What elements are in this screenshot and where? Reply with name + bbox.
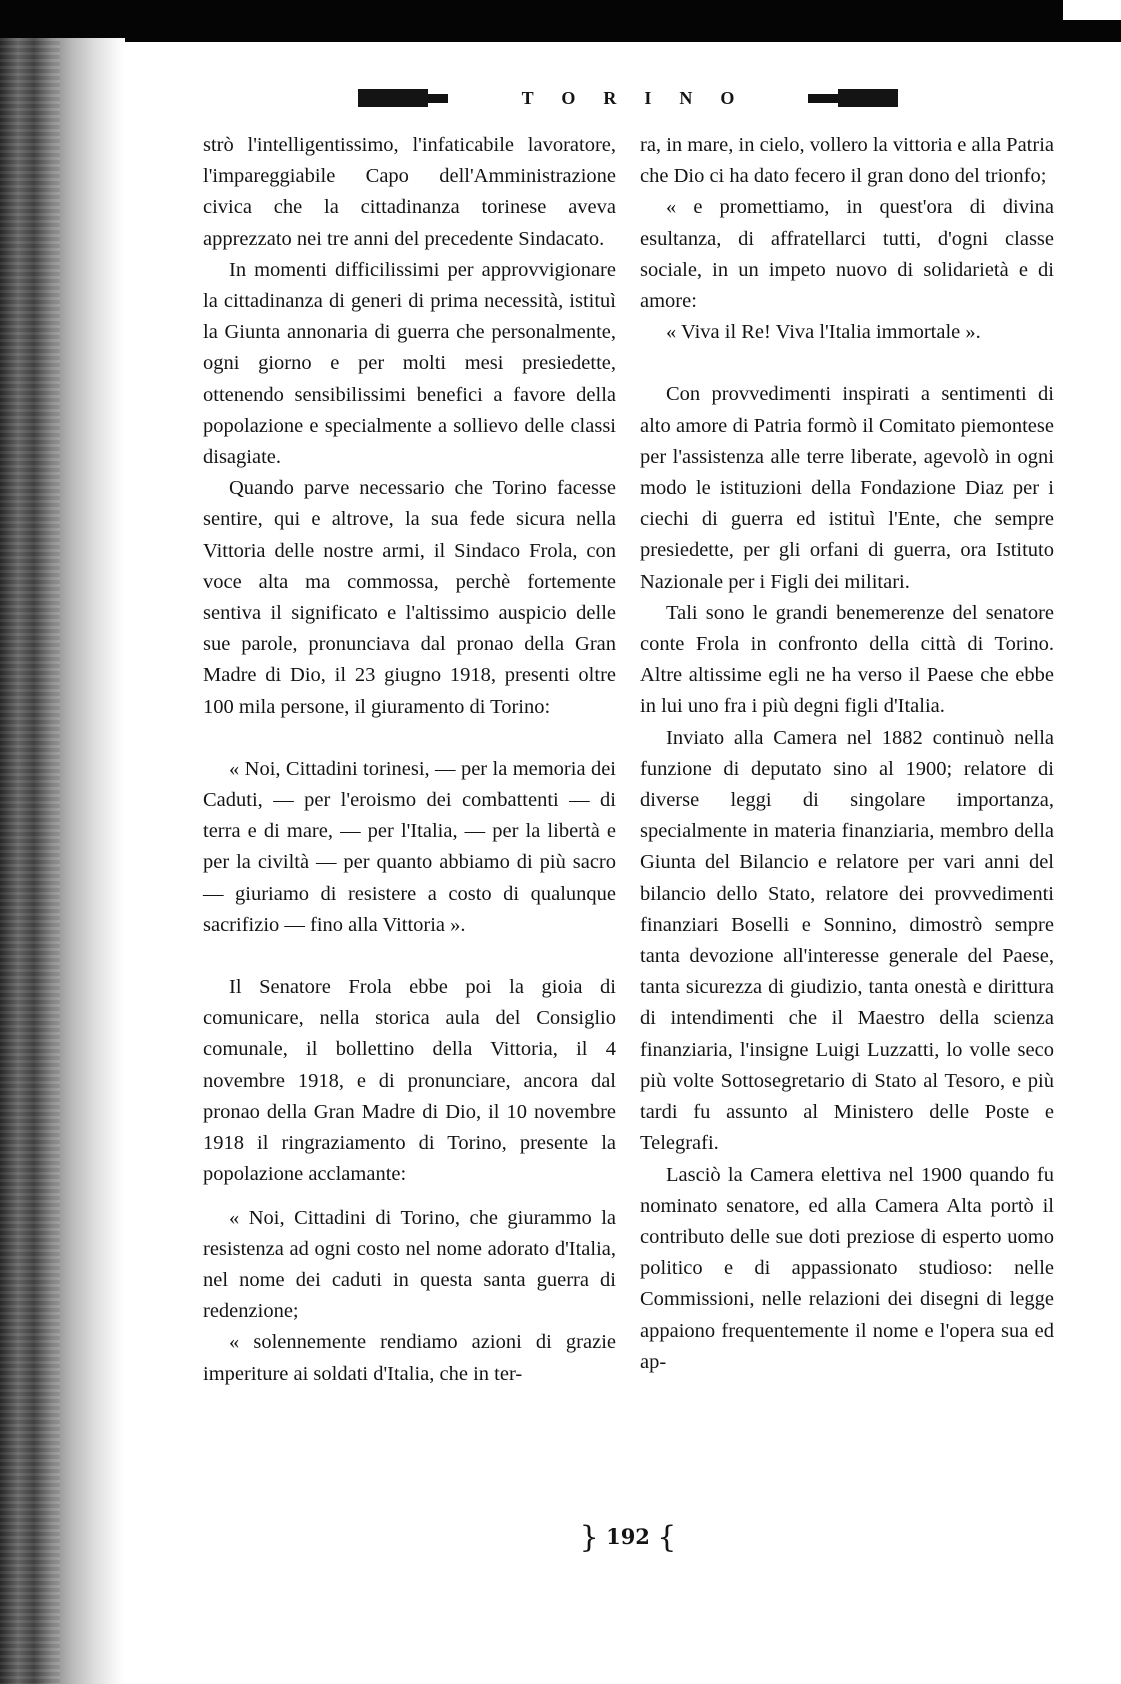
page-number — [578, 1520, 678, 1554]
header-ornament-right — [838, 89, 898, 107]
paragraph-camera-1882: Inviato alla Camera nel 1882 continuò nella funzione di deputato sino al 1900; relatore di diverse leggi di singolare importanza, specialmente in materia finanziaria, membro della Giunta del Bilancio e relatore per vari anni del bilancio dello Stato, relatore dei provvedimenti finanziari Boselli e Sonnino, dimostrò sempre tanta devozione all'interesse generale del Paese, tanta sicurezza di giudizio, tanta onestà e dirittura di intendimenti che il Maestro della scienza finanziaria, l'insigne Luigi Luzzatti, lo volle seco più volte Sottosegretario di Stato al Tesoro, e più tardi fu assunto al Ministero delle Poste e Telegrafi. — [640, 726, 1054, 1155]
scan-top-notch — [1063, 0, 1121, 20]
paragraph-comitato: Con provvedimenti inspirati a sentimenti di alto amore di Patria formò il Comitato piemontese per l'assistenza alle terre liberate, agevolò in ogni modo le istituzioni della Fondazione Diaz per i ciechi di guerra ed istituì l'Ente, che sempre presiedette, per gli orfani di guerra, ora Istituto Nazionale per i Figli dei militari. — [640, 383, 1054, 593]
page-number-ornament-right: { — [657, 1520, 677, 1555]
paragraph-benemerenze: Tali sono le grandi benemerenze del senatore conte Frola in confronto della città di Torino. Altre altissime egli ne ha verso il Paese che ebbe in lui uno fra i più degni figli d'Italia. — [640, 601, 1054, 718]
quote-giuramento: « Noi, Cittadini torinesi, — per la memoria dei Caduti, — per l'eroismo dei combattenti — di terra e di mare, — per l'Italia, — per la libertà e per la civiltà — per quanto abbiamo di più sacro — giuriamo di resistere a costo di qualunque sacrifizio — fino alla Vittoria ». — [203, 757, 616, 936]
page-number-ornament-left: } — [579, 1520, 599, 1555]
running-header — [358, 85, 898, 111]
header-ornament-left — [358, 89, 428, 107]
page-number-value: 192 — [606, 1524, 650, 1549]
paragraph-continuation: strò l'intelligentissimo, l'infaticabile lavoratore, l'impareggiabile Capo dell'Amministrazione civica che la cittadinanza torinese aveva apprezzato nei tre anni del precedente Sindacato. — [203, 134, 616, 250]
scan-gutter-texture — [0, 38, 60, 1684]
scan-top-border — [0, 0, 1121, 42]
paragraph-giuramento-intro: Quando parve necessario che Torino facesse sentire, qui e altrove, la sua fede sicura nella Vittoria delle nostre armi, il Sindaco Frola, con voce alta ma commossa, perchè fortemente sentiva il significato e l'altissimo auspicio delle sue parole, pronunciava dal pronao della Gran Madre di Dio, il 23 giugno 1918, presenti oltre 100 mila persone, il giuramento di Torino: — [203, 477, 616, 718]
quote-ringraziamento-2: « solennemente rendiamo azioni di grazie imperiture ai soldati d'Italia, che in ter- — [203, 1331, 616, 1385]
paragraph-senatore-1900: Lasciò la Camera elettiva nel 1900 quando fu nominato senatore, ed alla Camera Alta portò il contributo delle sue doti preziose di esperto uomo politico e di appassionato studioso: nelle Commissioni, nelle relazioni dei disegni di legge appaiono frequentemente il nome e l'opera sua ed ap- — [640, 1163, 1054, 1373]
left-text-column — [203, 130, 616, 1390]
quote-ringraziamento-continuation: ra, in mare, in cielo, vollero la vittoria e alla Patria che Dio ci ha dato fecero il gran dono del trionfo; — [640, 134, 1054, 188]
quote-ringraziamento-1: « Noi, Cittadini di Torino, che giurammo la resistenza ad ogni costo nel nome adorato d'Italia, nel nome dei caduti in questa santa guerra di redenzione; — [203, 1206, 616, 1323]
paragraph-giunta-annonaria: In momenti difficilissimi per approvvigionare la cittadinanza di generi di prima necessità, istituì la Giunta annonaria di guerra che personalmente, ogni giorno e per molti mesi presiedette, ottenendo sensibilissimi benefici a favore della popolazione e specialmente a sollievo delle classi disagiate. — [203, 258, 616, 469]
paragraph-bollettino-vittoria: Il Senatore Frola ebbe poi la gioia di comunicare, nella storica aula del Consiglio comunale, il bollettino della Vittoria, il 4 novembre 1918, e di pronunciare, ancora dal pronao della Gran Madre di Dio, il 10 novembre 1918 il ringraziamento di Torino, presente la popolazione acclamante: — [203, 976, 616, 1186]
running-title: TORINO — [448, 85, 808, 111]
quote-promessa: « e promettiamo, in quest'ora di divina esultanza, di affratellarci tutti, d'ogni classe sociale, in un impeto nuovo di solidarietà e di amore: — [640, 196, 1054, 313]
right-text-column — [640, 130, 1054, 1378]
quote-viva-il-re: « Viva il Re! Viva l'Italia immortale ». — [666, 321, 981, 344]
